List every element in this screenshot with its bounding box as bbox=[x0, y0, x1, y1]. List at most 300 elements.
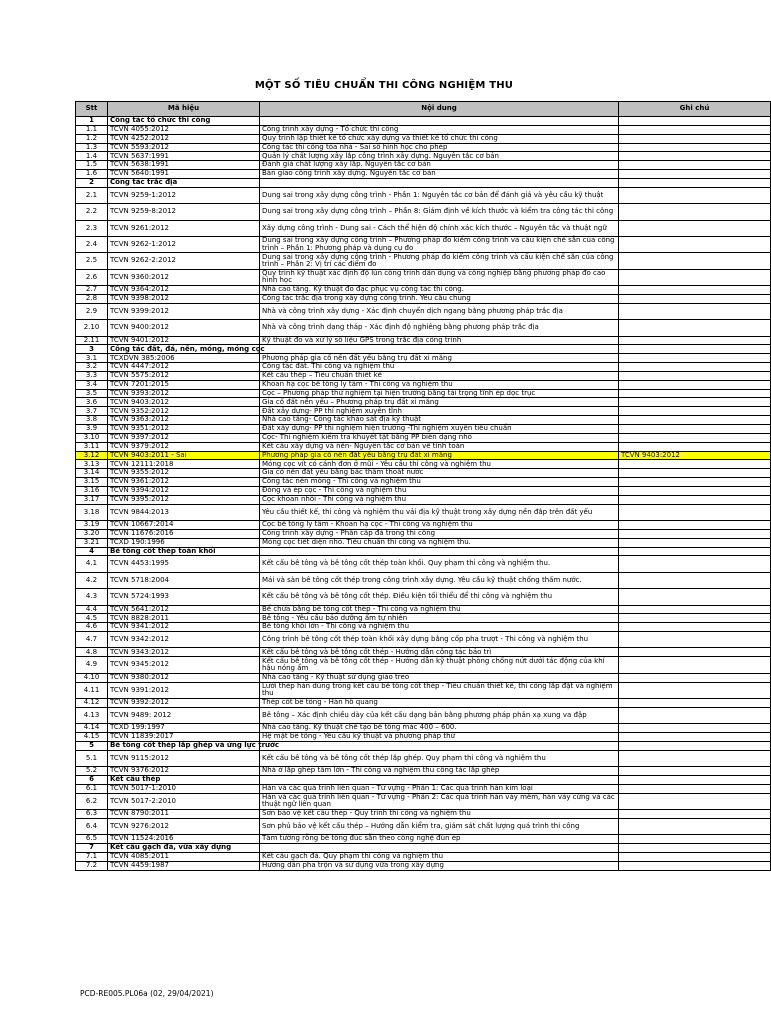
section-row bbox=[76, 345, 771, 354]
code-cell: TCVN 4085:2011 bbox=[108, 852, 260, 861]
table-row bbox=[76, 253, 771, 269]
note-cell bbox=[619, 478, 771, 487]
header-stt: Stt bbox=[76, 102, 108, 117]
table-row bbox=[76, 632, 771, 648]
stt-cell: 2.9 bbox=[76, 303, 108, 319]
stt-cell: 3.7 bbox=[76, 407, 108, 416]
code-cell: TCVN 4252:2012 bbox=[108, 134, 260, 143]
content-cell: Công tác thi công tòa nhà - Sai số hình học cho phép bbox=[260, 143, 619, 152]
content-cell: Nhà và công trình dạng tháp - Xác định độ nghiêng bằng phương pháp trắc địa bbox=[260, 320, 619, 336]
content-cell: Nhà ở lắp ghép tấm lớn - Thi công và nghiệm thu công tác lắp ghép bbox=[260, 767, 619, 776]
table-row bbox=[76, 682, 771, 698]
content-cell: Quy trình kỹ thuật xác định độ lún công trình dân dụng và công nghiệp bằng phương pháp đo cao hình học bbox=[260, 269, 619, 285]
table-row bbox=[76, 767, 771, 776]
content-cell: Cọc- Thí nghiệm kiểm tra khuyết tật bằng PP biến dạng nhỏ bbox=[260, 433, 619, 442]
code-cell: Công tác tổ chức thi công bbox=[108, 117, 260, 126]
content-cell: Nhà cao tầng. Kỹ thuật đo đạc phục vụ công tác thi công. bbox=[260, 286, 619, 295]
stt-cell: 2.6 bbox=[76, 269, 108, 285]
table-row bbox=[76, 478, 771, 487]
code-cell: TCVN 5637:1991 bbox=[108, 152, 260, 161]
note-cell bbox=[619, 389, 771, 398]
stt-cell: 3.8 bbox=[76, 416, 108, 425]
stt-cell: 1.3 bbox=[76, 143, 108, 152]
code-cell: TCVN 9380:2012 bbox=[108, 673, 260, 682]
code-cell: TCVN 9259-8:2012 bbox=[108, 204, 260, 220]
content-cell: Đánh giá chất lượng xây lắp. Nguyên tắc cơ bản bbox=[260, 161, 619, 170]
code-cell: TCXDVN 385:2006 bbox=[108, 354, 260, 363]
code-cell: TCVN 9341:2012 bbox=[108, 623, 260, 632]
code-cell: TCVN 12111:2018 bbox=[108, 460, 260, 469]
note-cell bbox=[619, 187, 771, 203]
code-cell: TCVN 4459:1987 bbox=[108, 861, 260, 870]
code-cell: TCVN 4055:2012 bbox=[108, 125, 260, 134]
table-row bbox=[76, 605, 771, 614]
note-cell bbox=[619, 354, 771, 363]
stt-cell: 2.4 bbox=[76, 236, 108, 252]
stt-cell: 2 bbox=[76, 178, 108, 187]
table-row bbox=[76, 724, 771, 733]
table-row bbox=[76, 707, 771, 723]
content-cell: Dung sai trong xây dựng công trình – Phần 8: Giám định về kích thước và kiểm tra công tác thi công bbox=[260, 204, 619, 220]
stt-cell: 5 bbox=[76, 741, 108, 750]
content-cell: Công trình xây dựng - Phân cấp đá trong thi công bbox=[260, 529, 619, 538]
content-cell: Kết cấu bê tông và bê tông cốt thép - Hướng dẫn kỹ thuật phòng chống nứt dưới tác động của khí hậu nóng ẩm bbox=[260, 657, 619, 673]
content-cell: Đất xây dựng- PP thí nghiệm xuyên tĩnh bbox=[260, 407, 619, 416]
stt-cell: 3.5 bbox=[76, 389, 108, 398]
stt-cell: 6.5 bbox=[76, 835, 108, 844]
code-cell: TCVN 9115:2012 bbox=[108, 750, 260, 766]
stt-cell: 3.15 bbox=[76, 478, 108, 487]
content-cell: Dung sai trong xây dựng công trình – Phương pháp đo kiểm công trình và cấu kiện chế sẵn của công trình – Phần 1: Phương pháp và dụng cụ đo bbox=[260, 236, 619, 252]
note-cell bbox=[619, 623, 771, 632]
content-cell: Đóng và ép cọc - Thi công và nghiệm thu bbox=[260, 486, 619, 495]
content-cell: Kỹ thuật đo và xử lý số liệu GPS trong trắc địa công trình bbox=[260, 336, 619, 345]
content-cell: Dung sai trong xây dựng công trình - Phương pháp đo kiểm công trình và cấu kiện chế sẵn của công trình – Phần 2: Vị trí các điểm đo bbox=[260, 253, 619, 269]
code-cell: TCVN 9395:2012 bbox=[108, 495, 260, 504]
table-row bbox=[76, 793, 771, 809]
content-cell: Xây dựng công trình - Dung sai - Cách thể hiện độ chính xác kích thước – Nguyên tắc và thuật ngữ bbox=[260, 220, 619, 236]
table-row bbox=[76, 818, 771, 834]
table-row bbox=[76, 380, 771, 389]
stt-cell: 2.7 bbox=[76, 286, 108, 295]
note-cell bbox=[619, 504, 771, 520]
content-cell: Bê tông khối lớn - Thi công và nghiệm thu bbox=[260, 623, 619, 632]
content-cell bbox=[260, 547, 619, 556]
note-cell bbox=[619, 810, 771, 819]
code-cell: TCVN 9261:2012 bbox=[108, 220, 260, 236]
stt-cell: 4.3 bbox=[76, 589, 108, 605]
note-cell bbox=[619, 741, 771, 750]
note-cell bbox=[619, 117, 771, 126]
content-cell bbox=[260, 775, 619, 784]
code-cell: TCVN 5017-2:2010 bbox=[108, 793, 260, 809]
stt-cell: 7 bbox=[76, 844, 108, 853]
stt-cell: 4.11 bbox=[76, 682, 108, 698]
note-cell bbox=[619, 286, 771, 295]
content-cell: Công tác đất. Thi công và nghiệm thu bbox=[260, 363, 619, 372]
note-cell bbox=[619, 407, 771, 416]
stt-cell: 3.3 bbox=[76, 371, 108, 380]
section-row bbox=[76, 547, 771, 556]
header-code: Mã hiệu bbox=[108, 102, 260, 117]
content-cell: Hàn và các quá trình liên quan - Từ vựng - Phần 1: Các quá trình hàn kim loại bbox=[260, 784, 619, 793]
content-cell: Mái và sàn bê tông cốt thép trong công trình xây dựng. Yêu cầu kỹ thuật chống thấm nước. bbox=[260, 572, 619, 588]
content-cell: Cọc bê tông ly tâm - Khoan hạ cọc - Thi công và nghiệm thu bbox=[260, 520, 619, 529]
content-cell: Phương pháp gia cố nền đất yếu bằng trụ đất xi măng bbox=[260, 451, 619, 460]
table-row bbox=[76, 623, 771, 632]
stt-cell: 3.2 bbox=[76, 363, 108, 372]
stt-cell: 3.4 bbox=[76, 380, 108, 389]
table-row bbox=[76, 673, 771, 682]
note-cell bbox=[619, 682, 771, 698]
content-cell: Gia cố nền đất yếu bằng bấc thấm thoát nước bbox=[260, 469, 619, 478]
note-cell bbox=[619, 793, 771, 809]
stt-cell: 6.1 bbox=[76, 784, 108, 793]
note-cell bbox=[619, 538, 771, 547]
stt-cell: 4.4 bbox=[76, 605, 108, 614]
table-row bbox=[76, 538, 771, 547]
table-row bbox=[76, 556, 771, 572]
stt-cell: 4.9 bbox=[76, 657, 108, 673]
content-cell: Móng cọc tiết diện nhỏ. Tiêu chuẩn thi công và nghiệm thu. bbox=[260, 538, 619, 547]
stt-cell: 1 bbox=[76, 117, 108, 126]
code-cell: TCVN 9403:2011 - Sai bbox=[108, 451, 260, 460]
content-cell: Móng cọc vít có cánh đơn ở mũi - Yêu cầu thi công và nghiệm thu bbox=[260, 460, 619, 469]
note-cell bbox=[619, 698, 771, 707]
content-cell: Bàn giao công trình xây dựng. Nguyên tắc cơ bản bbox=[260, 170, 619, 179]
code-cell: TCXD 190:1996 bbox=[108, 538, 260, 547]
content-cell: Kết cấu xây dựng và nền- Nguyên tắc cơ bản về tính toán bbox=[260, 442, 619, 451]
note-cell bbox=[619, 253, 771, 269]
note-cell bbox=[619, 425, 771, 434]
table-row bbox=[76, 187, 771, 203]
table-row bbox=[76, 469, 771, 478]
note-cell bbox=[619, 161, 771, 170]
code-cell: TCVN 11839:2017 bbox=[108, 733, 260, 742]
content-cell: Hệ mặt bê tông - Yêu cầu kỹ thuật và phương pháp thử bbox=[260, 733, 619, 742]
section-row bbox=[76, 741, 771, 750]
note-cell bbox=[619, 784, 771, 793]
code-cell: TCVN 9403:2012 bbox=[108, 398, 260, 407]
stt-cell: 4.10 bbox=[76, 673, 108, 682]
code-cell: TCVN 5718:2004 bbox=[108, 572, 260, 588]
code-cell: Kết cấu gạch đá, vữa xây dựng bbox=[108, 844, 260, 853]
stt-cell: 6.4 bbox=[76, 818, 108, 834]
code-cell: Bê tông cốt thép toàn khối bbox=[108, 547, 260, 556]
note-cell bbox=[619, 152, 771, 161]
code-cell: Kết cấu thép bbox=[108, 775, 260, 784]
note-cell bbox=[619, 178, 771, 187]
code-cell: TCVN 9342:2012 bbox=[108, 632, 260, 648]
note-cell bbox=[619, 269, 771, 285]
stt-cell: 1.2 bbox=[76, 134, 108, 143]
stt-cell: 5.1 bbox=[76, 750, 108, 766]
code-cell: TCVN 9364:2012 bbox=[108, 286, 260, 295]
table-row bbox=[76, 784, 771, 793]
table-row bbox=[76, 371, 771, 380]
stt-cell: 6.3 bbox=[76, 810, 108, 819]
content-cell: Bê tông – Xác định chiều dày của kết cấu dạng bản bằng phương pháp phản xạ xung va đập bbox=[260, 707, 619, 723]
note-cell bbox=[619, 556, 771, 572]
stt-cell: 3.20 bbox=[76, 529, 108, 538]
code-cell: TCVN 5638:1991 bbox=[108, 161, 260, 170]
table-row bbox=[76, 389, 771, 398]
table-body bbox=[76, 117, 771, 871]
content-cell: Quản lý chất lượng xây lắp công trình xây dựng. Nguyên tắc cơ bản bbox=[260, 152, 619, 161]
note-cell bbox=[619, 648, 771, 657]
code-cell: TCVN 9376:2012 bbox=[108, 767, 260, 776]
table-row bbox=[76, 495, 771, 504]
table-row bbox=[76, 407, 771, 416]
stt-cell: 1.4 bbox=[76, 152, 108, 161]
note-cell bbox=[619, 125, 771, 134]
note-cell bbox=[619, 707, 771, 723]
code-cell: TCVN 9401:2012 bbox=[108, 336, 260, 345]
code-cell: TCVN 5641:2012 bbox=[108, 605, 260, 614]
content-cell: Quy trình lập thiết kế tổ chức xây dựng và thiết kế tổ chức thi công bbox=[260, 134, 619, 143]
table-row bbox=[76, 320, 771, 336]
stt-cell: 6 bbox=[76, 775, 108, 784]
stt-cell: 3.21 bbox=[76, 538, 108, 547]
stt-cell: 4.13 bbox=[76, 707, 108, 723]
code-cell: TCVN 5575:2012 bbox=[108, 371, 260, 380]
table-row bbox=[76, 852, 771, 861]
content-cell: Nhà cao tầng. Kỹ thuật chế tạo bê tông mác 400 – 600. bbox=[260, 724, 619, 733]
table-row bbox=[76, 170, 771, 179]
content-cell: Kết cấu bê tông và bê tông cốt thép. Điều kiện tối thiểu để thi công và nghiệm thu bbox=[260, 589, 619, 605]
stt-cell: 2.3 bbox=[76, 220, 108, 236]
table-row bbox=[76, 589, 771, 605]
code-cell: TCVN 9399:2012 bbox=[108, 303, 260, 319]
code-cell: TCVN 9398:2012 bbox=[108, 294, 260, 303]
code-cell: TCVN 9352:2012 bbox=[108, 407, 260, 416]
note-cell bbox=[619, 294, 771, 303]
table-row bbox=[76, 354, 771, 363]
code-cell: TCVN 9343:2012 bbox=[108, 648, 260, 657]
content-cell: Yêu cầu thiết kế, thi công và nghiệm thu vải địa kỹ thuật trong xây dựng nền đắp trên đất yếu bbox=[260, 504, 619, 520]
document-title: MỘT SỐ TIÊU CHUẨN THI CÔNG NGHIỆM THU bbox=[254, 80, 514, 91]
code-cell: TCVN 11524:2016 bbox=[108, 835, 260, 844]
stt-cell: 4.15 bbox=[76, 733, 108, 742]
header-content: Nội dung bbox=[260, 102, 619, 117]
stt-cell: 4.14 bbox=[76, 724, 108, 733]
table-row bbox=[76, 303, 771, 319]
note-cell bbox=[619, 303, 771, 319]
code-cell: TCVN 9345:2012 bbox=[108, 657, 260, 673]
note-cell bbox=[619, 495, 771, 504]
stt-cell: 4 bbox=[76, 547, 108, 556]
note-cell bbox=[619, 380, 771, 389]
note-cell bbox=[619, 398, 771, 407]
table-row bbox=[76, 657, 771, 673]
stt-cell: 3.10 bbox=[76, 433, 108, 442]
note-cell bbox=[619, 469, 771, 478]
stt-cell: 2.2 bbox=[76, 204, 108, 220]
content-cell bbox=[260, 741, 619, 750]
code-cell: TCVN 9361:2012 bbox=[108, 478, 260, 487]
table-row bbox=[76, 504, 771, 520]
stt-cell: 3.14 bbox=[76, 469, 108, 478]
code-cell: TCVN 9844:2013 bbox=[108, 504, 260, 520]
code-cell: TCVN 9355:2012 bbox=[108, 469, 260, 478]
code-cell: TCVN 8790:2011 bbox=[108, 810, 260, 819]
content-cell: Công trình bê tông cốt thép toàn khối xây dựng bằng cốp pha trượt - Thi công và nghiệm thu bbox=[260, 632, 619, 648]
note-cell bbox=[619, 750, 771, 766]
note-cell bbox=[619, 134, 771, 143]
note-cell bbox=[619, 529, 771, 538]
stt-cell: 3.16 bbox=[76, 486, 108, 495]
code-cell: TCVN 11676:2016 bbox=[108, 529, 260, 538]
stt-cell: 2.8 bbox=[76, 294, 108, 303]
table-row bbox=[76, 648, 771, 657]
table-row bbox=[76, 143, 771, 152]
note-cell bbox=[619, 835, 771, 844]
note-cell bbox=[619, 605, 771, 614]
note-cell bbox=[619, 547, 771, 556]
note-cell bbox=[619, 818, 771, 834]
note-cell: TCVN 9403:2012 bbox=[619, 451, 771, 460]
stt-cell: 1.5 bbox=[76, 161, 108, 170]
table-row bbox=[76, 125, 771, 134]
code-cell: Công tác trắc địa bbox=[108, 178, 260, 187]
content-cell: Sơn phủ bảo vệ kết cấu thép – Hướng dẫn kiểm tra, giám sát chất lượng quá trình thi công bbox=[260, 818, 619, 834]
note-cell bbox=[619, 844, 771, 853]
code-cell: TCVN 4453:1995 bbox=[108, 556, 260, 572]
note-cell bbox=[619, 143, 771, 152]
code-cell: TCVN 9276:2012 bbox=[108, 818, 260, 834]
content-cell: Kết cấu gạch đá. Quy phạm thi công và nghiệm thu bbox=[260, 852, 619, 861]
note-cell bbox=[619, 363, 771, 372]
stt-cell: 2.11 bbox=[76, 336, 108, 345]
table-row bbox=[76, 750, 771, 766]
stt-cell: 4.6 bbox=[76, 623, 108, 632]
note-cell bbox=[619, 170, 771, 179]
stt-cell: 3.17 bbox=[76, 495, 108, 504]
content-cell: Khoan hạ cọc bê tông ly tâm - Thi công và nghiệm thu bbox=[260, 380, 619, 389]
note-cell bbox=[619, 724, 771, 733]
stt-cell: 2.10 bbox=[76, 320, 108, 336]
stt-cell: 7.1 bbox=[76, 852, 108, 861]
code-cell: TCVN 9351:2012 bbox=[108, 425, 260, 434]
content-cell: Công tác trắc địa trong xây dựng công trình. Yêu cầu chung bbox=[260, 294, 619, 303]
note-cell bbox=[619, 320, 771, 336]
stt-cell: 4.8 bbox=[76, 648, 108, 657]
table-row bbox=[76, 398, 771, 407]
stt-cell: 3.18 bbox=[76, 504, 108, 520]
content-cell: Kết cấu thép – Tiêu chuẩn thiết kế bbox=[260, 371, 619, 380]
stt-cell: 3.12 bbox=[76, 451, 108, 460]
code-cell: TCVN 9360:2012 bbox=[108, 269, 260, 285]
document-footer: PCD-RE005.PL06a (02, 29/04/2021) bbox=[80, 989, 214, 998]
note-cell bbox=[619, 767, 771, 776]
note-cell bbox=[619, 632, 771, 648]
note-cell bbox=[619, 775, 771, 784]
table-row bbox=[76, 520, 771, 529]
content-cell bbox=[260, 178, 619, 187]
content-cell: Công tác nền móng - Thi công và nghiệm thu bbox=[260, 478, 619, 487]
code-cell: TCVN 5017-1:2010 bbox=[108, 784, 260, 793]
note-cell bbox=[619, 371, 771, 380]
note-cell bbox=[619, 733, 771, 742]
note-cell bbox=[619, 486, 771, 495]
note-cell bbox=[619, 589, 771, 605]
code-cell: TCVN 9489: 2012 bbox=[108, 707, 260, 723]
note-cell bbox=[619, 861, 771, 870]
code-cell: TCVN 5724:1993 bbox=[108, 589, 260, 605]
stt-cell: 1.6 bbox=[76, 170, 108, 179]
table-row bbox=[76, 220, 771, 236]
note-cell bbox=[619, 614, 771, 623]
code-cell: Công tác đất, đá, nền, móng, móng cọc bbox=[108, 345, 260, 354]
table-row bbox=[76, 204, 771, 220]
stt-cell: 3.19 bbox=[76, 520, 108, 529]
table-row bbox=[76, 486, 771, 495]
note-cell bbox=[619, 572, 771, 588]
content-cell: Bê tông - Yêu cầu bảo dưỡng ẩm tự nhiên bbox=[260, 614, 619, 623]
stt-cell: 4.1 bbox=[76, 556, 108, 572]
table-row bbox=[76, 134, 771, 143]
stt-cell: 2.5 bbox=[76, 253, 108, 269]
code-cell: TCVN 4447:2012 bbox=[108, 363, 260, 372]
code-cell: TCVN 9400:2012 bbox=[108, 320, 260, 336]
content-cell: Lưới thép hàn dùng trong kết cấu bê tông cốt thép - Tiêu chuẩn thiết kế, thi công lắp đặt và nghiệm thu bbox=[260, 682, 619, 698]
table-row bbox=[76, 451, 771, 460]
code-cell: TCVN 9397:2012 bbox=[108, 433, 260, 442]
note-cell bbox=[619, 673, 771, 682]
stt-cell: 3.13 bbox=[76, 460, 108, 469]
content-cell: Cọc – Phương pháp thử nghiệm tại hiện trường bằng tải trọng tĩnh ép dọc trục bbox=[260, 389, 619, 398]
code-cell: TCVN 9262-2:2012 bbox=[108, 253, 260, 269]
table-row bbox=[76, 363, 771, 372]
content-cell: Nhà cao tầng- Công tác khảo sát địa kỹ thuật bbox=[260, 416, 619, 425]
content-cell: Gia cố đất nền yếu – Phương pháp trụ đất xi măng bbox=[260, 398, 619, 407]
content-cell: Dung sai trong xây dựng công trình - Phần 1: Nguyên tắc cơ bản để đánh giá và yêu cầu kỹ thuật bbox=[260, 187, 619, 203]
table-row bbox=[76, 236, 771, 252]
code-cell: TCVN 5593:2012 bbox=[108, 143, 260, 152]
note-cell bbox=[619, 852, 771, 861]
note-cell bbox=[619, 220, 771, 236]
standards-table bbox=[75, 101, 771, 871]
section-row bbox=[76, 844, 771, 853]
code-cell: TCVN 9394:2012 bbox=[108, 486, 260, 495]
header-note: Ghi chú bbox=[619, 102, 771, 117]
table-row bbox=[76, 614, 771, 623]
content-cell: Cọc khoan nhồi - Thi công và nghiệm thu bbox=[260, 495, 619, 504]
content-cell: Nhà và công trình xây dựng - Xác định chuyển dịch ngang bằng phương pháp trắc địa bbox=[260, 303, 619, 319]
stt-cell: 4.5 bbox=[76, 614, 108, 623]
content-cell: Đất xây dựng- PP thí nghiệm hiện trường -Thí nghiệm xuyên tiêu chuẩn bbox=[260, 425, 619, 434]
stt-cell: 3.1 bbox=[76, 354, 108, 363]
note-cell bbox=[619, 442, 771, 451]
code-cell: Bê tông cốt thép lắp ghép và ứng lực trước bbox=[108, 741, 260, 750]
content-cell: Kết cấu bê tông và bê tông cốt thép toàn khối. Quy phạm thi công và nghiệm thu. bbox=[260, 556, 619, 572]
code-cell: TCXD 199:1997 bbox=[108, 724, 260, 733]
table-row bbox=[76, 572, 771, 588]
code-cell: TCVN 8828:2011 bbox=[108, 614, 260, 623]
note-cell bbox=[619, 204, 771, 220]
table-row bbox=[76, 442, 771, 451]
content-cell: Công trình xây dựng - Tổ chức thi công bbox=[260, 125, 619, 134]
table-row bbox=[76, 698, 771, 707]
section-row bbox=[76, 775, 771, 784]
code-cell: TCVN 9392:2012 bbox=[108, 698, 260, 707]
table-row bbox=[76, 294, 771, 303]
content-cell: Sơn bảo vệ kết cấu thép - Quy trình thi công và nghiệm thu bbox=[260, 810, 619, 819]
stt-cell: 6.2 bbox=[76, 793, 108, 809]
code-cell: TCVN 9391:2012 bbox=[108, 682, 260, 698]
code-cell: TCVN 9259-1:2012 bbox=[108, 187, 260, 203]
content-cell: Phương pháp gia cố nền đất yếu bằng trụ đất xi măng bbox=[260, 354, 619, 363]
